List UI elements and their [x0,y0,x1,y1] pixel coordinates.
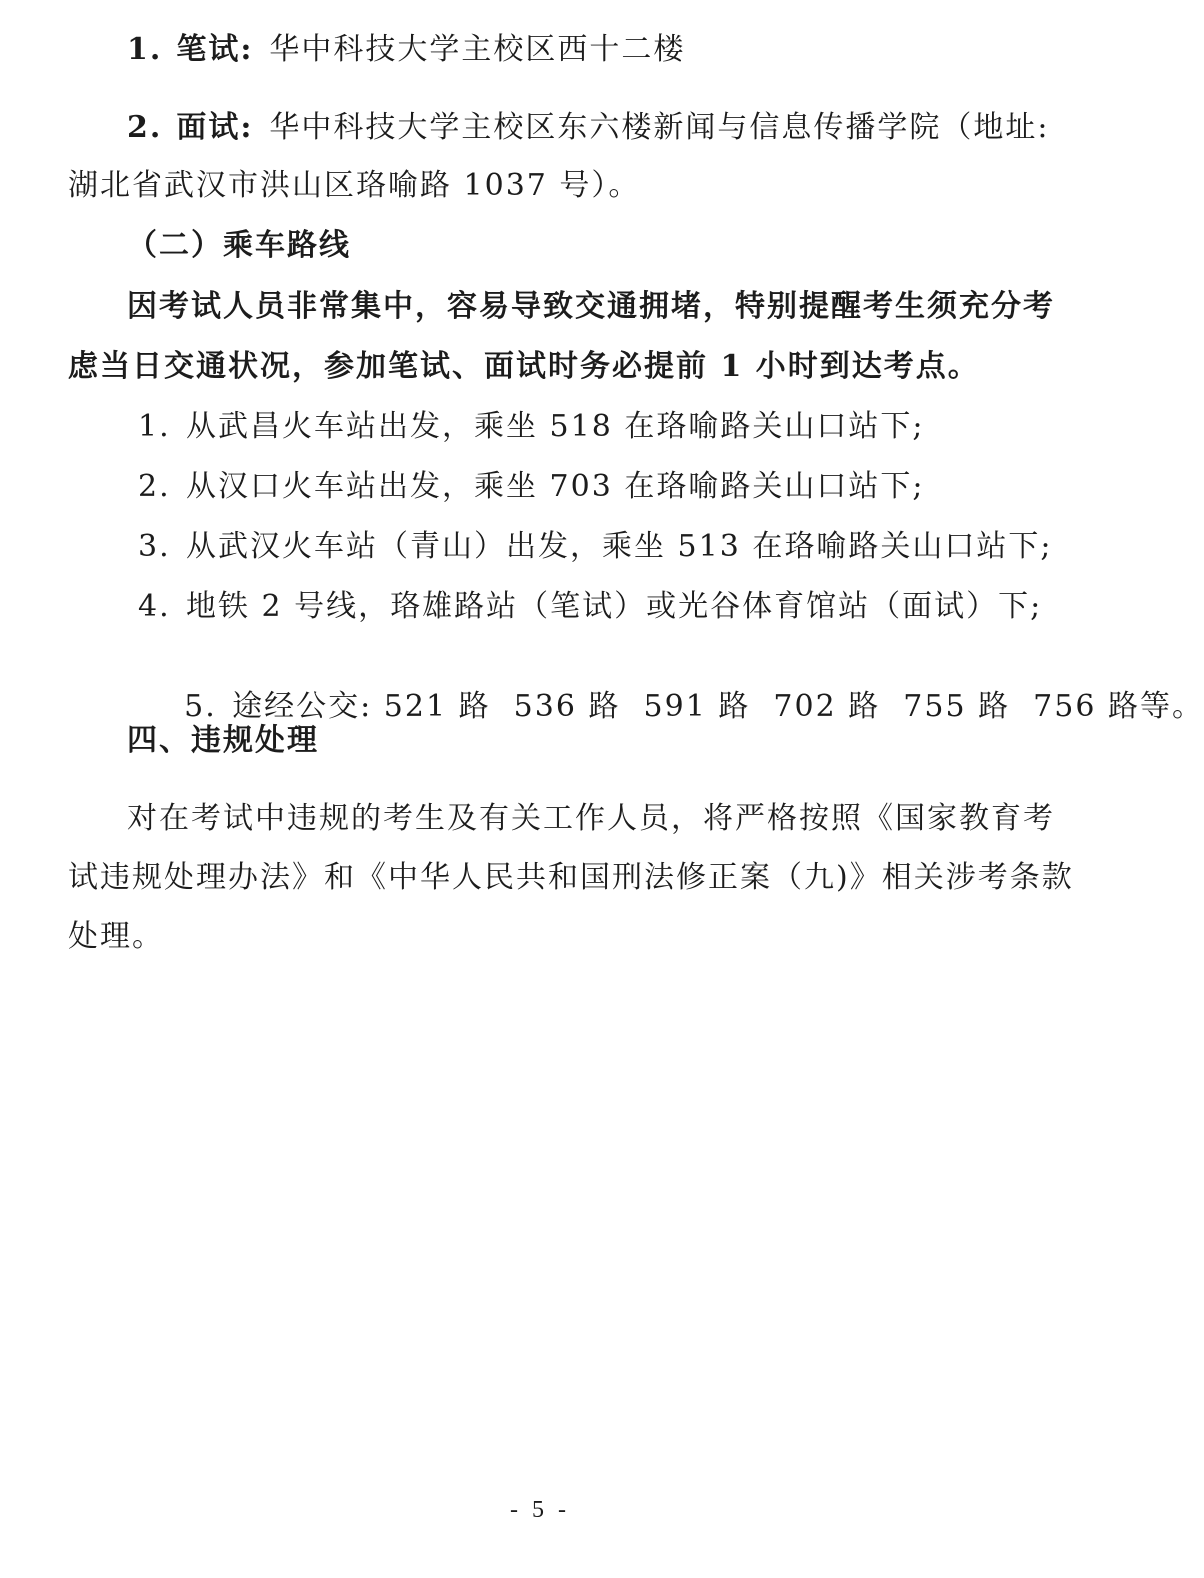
route-item-number: 4. [138,589,171,624]
route-item [138,467,924,507]
violations-line3: 处理。 [68,919,164,954]
violations-line1: 对在考试中违规的考生及有关工作人员，将严格按照《国家教育考 [127,801,1055,836]
route-item-text: 途经公交: 521 路 536 路 591 路 702 路 755 路 756 路等。 [232,689,1204,724]
route-item-number: 1. [138,409,171,444]
location-interview-label: 面试: [176,110,254,145]
routes-notice-line2: 虑当日交通状况，参加笔试、面试时务必提前 1 小时到达考点。 [68,349,980,384]
route-item-text: 地铁 2 号线，珞雄路站（笔试）或光谷体育馆站（面试）下; [186,589,1043,624]
location-interview-line2: 湖北省武汉市洪山区珞喻路 1037 号）。 [68,168,641,203]
location-written-label: 笔试: [176,32,254,67]
route-item-number: 5. [184,689,217,724]
route-item-text: 从武昌火车站出发，乘坐 518 在珞喻路关山口站下; [186,409,925,444]
route-item [138,407,924,447]
route-item [138,587,1042,627]
location-written-number: 1. [127,32,163,67]
page-number: - 5 - [510,1497,570,1523]
route-item-number: 2. [138,469,171,504]
route-item [138,527,1052,567]
location-written [127,30,685,70]
violations-line2: 试违规处理办法》和《中华人民共和国刑法修正案（九)》相关涉考条款 [68,860,1074,895]
location-interview [127,108,1050,148]
routes-notice-line1: 因考试人员非常集中，容易导致交通拥堵，特别提醒考生须充分考 [127,289,1055,324]
route-item-text: 从武汉火车站（青山）出发，乘坐 513 在珞喻路关山口站下; [186,529,1053,564]
violations-heading: 四、违规处理 [127,723,319,758]
routes-heading: （二）乘车路线 [127,228,351,263]
location-interview-number: 2. [127,110,163,145]
location-written-text: 华中科技大学主校区西十二楼 [269,32,686,67]
route-item-text: 从汉口火车站出发，乘坐 703 在珞喻路关山口站下; [186,469,925,504]
route-item-number: 3. [138,529,171,564]
location-interview-text-1: 华中科技大学主校区东六楼新闻与信息传播学院（地址: [269,110,1050,145]
